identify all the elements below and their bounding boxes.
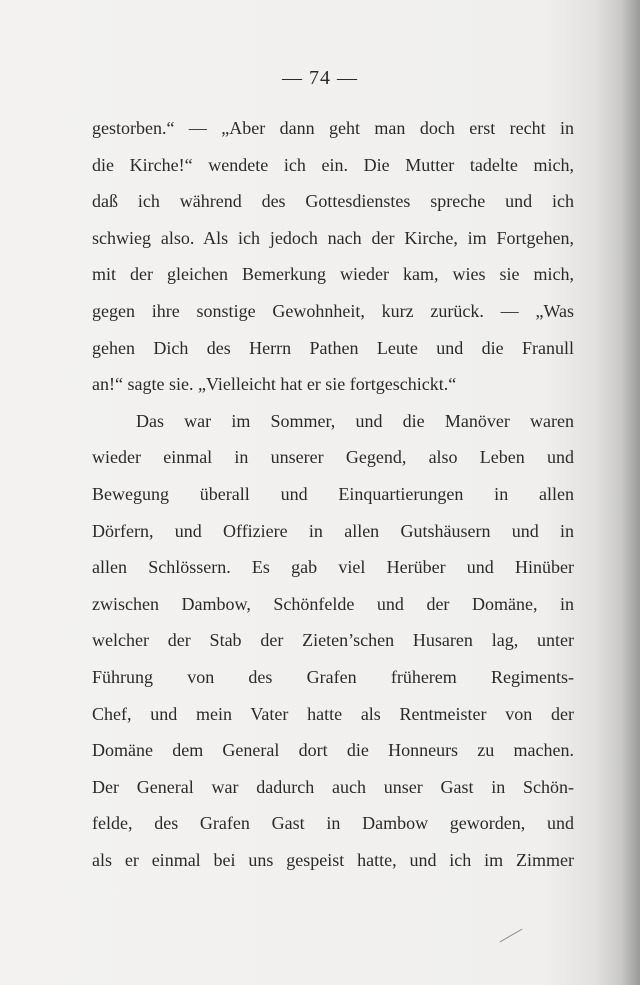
text-line: Chef, und mein Vater hatte als Rentmeister von der [92, 703, 574, 724]
text-line: wieder einmal in unserer Gegend, also Leben und [92, 447, 574, 468]
text-line: mit der gleichen Bemerkung wieder kam, wies sie mich, [92, 264, 574, 285]
pencil-mark [499, 929, 522, 943]
text-line: die Kirche!“ wendete ich ein. Die Mutter tadelte mich, [92, 154, 574, 175]
text-line: schwieg also. Als ich jedoch nach der Kirche, im Fortgehen, [92, 227, 574, 248]
text-line: gehen Dich des Herrn Pathen Leute und die Franull [92, 337, 574, 358]
text-line: Dörfern, und Offiziere in allen Gutshäusern und in [92, 520, 574, 541]
text-line: Bewegung überall und Einquartierungen in allen [92, 483, 574, 504]
text-line: welcher der Stab der Zieten’schen Husaren lag, unter [92, 630, 574, 651]
text-line: an!“ sagte sie. „Vielleicht hat er sie fortgeschickt.“ [92, 374, 457, 395]
text-line: Das war im Sommer, und die Manöver waren [136, 410, 574, 431]
text-line: gestorben.“ — „Aber dann geht man doch erst recht in [92, 118, 574, 138]
text-line: allen Schlössern. Es gab viel Herüber und Hinüber [92, 557, 574, 578]
page-text [92, 110, 574, 878]
text-line: Führung von des Grafen früherem Regiments- [92, 666, 574, 687]
text-line: als er einmal bei uns gespeist hatte, und ich im Zimmer [92, 849, 574, 870]
text-line: zwischen Dambow, Schönfelde und der Domäne, in [92, 593, 574, 614]
text-line: daß ich während des Gottesdienstes spreche und ich [92, 191, 574, 212]
text-line: Der General war dadurch auch unser Gast in Schön- [92, 776, 574, 797]
text-line: Domäne dem General dort die Honneurs zu machen. [92, 740, 574, 761]
text-line: felde, des Grafen Gast in Dambow geworden, und [92, 813, 574, 834]
text-line: gegen ihre sonstige Gewohnheit, kurz zurück. — „Was [92, 300, 574, 321]
page-number: — 74 — [282, 67, 358, 89]
